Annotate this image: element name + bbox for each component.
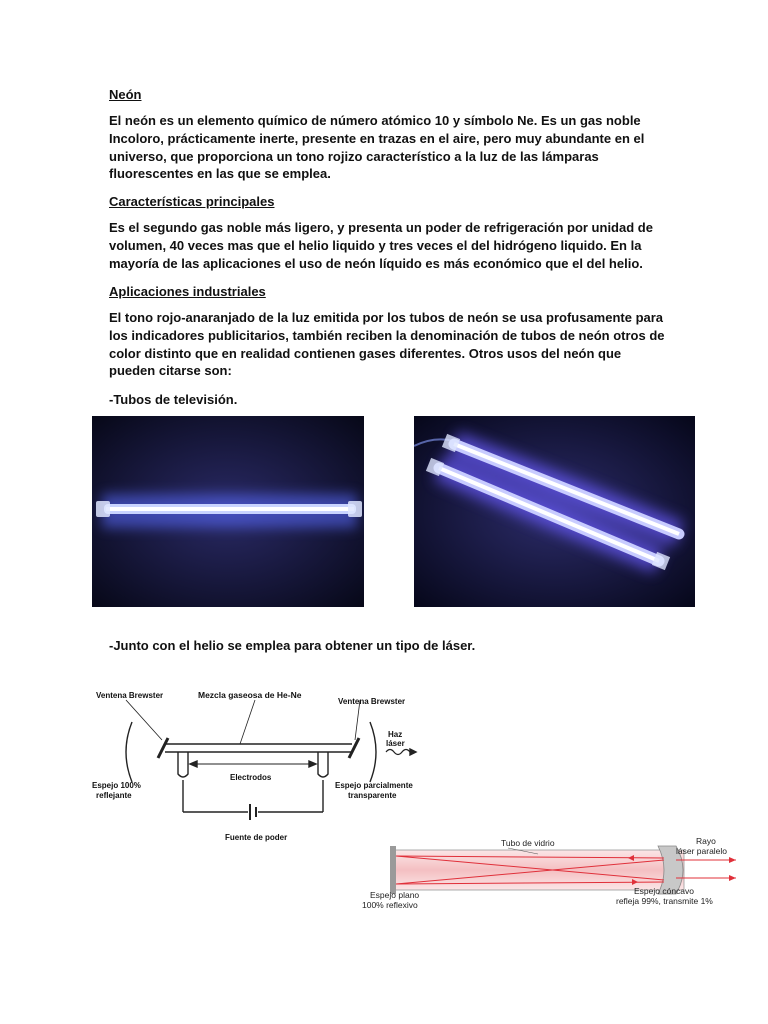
label-concave-1: Espejo cóncavo xyxy=(634,886,695,896)
mirror-left-shape xyxy=(126,722,132,782)
label-gas-mix: Mezcla gaseosa de He-Ne xyxy=(198,690,302,700)
label-power-source: Fuente de poder xyxy=(225,833,288,842)
photo-double-neon-tubes xyxy=(414,416,695,607)
label-mirror-left-1: Espejo 100% xyxy=(92,781,141,790)
label-beam-1: Haz xyxy=(388,730,403,739)
label-flat-mirror-2: 100% reflexivo xyxy=(362,900,418,910)
heading-neon: Neón xyxy=(109,87,142,102)
label-tube: Tubo de vidrio xyxy=(501,838,555,848)
label-ray-1: Rayo xyxy=(696,836,716,846)
paragraph-neon: El neón es un elemento químico de número atómico 10 y símbolo Ne. Es un gas noble Incoloro, prácticamente inerte, presente en trazas en el aire, pero muy abundante en el universo, que proporciona un tono rojizo característico a la luz de las lámparas fluorescentes en las que se emplea. xyxy=(109,113,645,182)
list-item-television: -Tubos de televisión. xyxy=(109,392,238,407)
paragraph-caracteristicas: Es el segundo gas noble más ligero, y presenta un poder de refrigeración por unidad de volumen, 40 veces mas que el helio liquido y tres veces el del hidrógeno liquido. En la mayoría de las aplicaciones el uso de neón líquido es más económico que el del helio. xyxy=(109,220,653,271)
label-flat-mirror-1: Espejo plano xyxy=(370,890,420,900)
heading-caracteristicas: Características principales xyxy=(109,194,275,209)
diagram-he-ne-laser xyxy=(90,682,430,847)
photo-single-neon-tube xyxy=(92,416,364,607)
label-concave-2: refleja 99%, transmite 1% xyxy=(616,896,713,906)
label-ray-2: láser paralelo xyxy=(676,846,728,856)
mirror-right-shape xyxy=(370,722,376,782)
list-item-laser: -Junto con el helio se emplea para obtener un tipo de láser. xyxy=(109,638,476,653)
heading-aplicaciones: Aplicaciones industriales xyxy=(109,284,266,299)
label-mirror-right-2: transparente xyxy=(348,791,397,800)
label-mirror-right-1: Espejo parcialmente xyxy=(335,781,413,790)
label-brewster-right: Ventena Brewster xyxy=(338,697,406,706)
label-electrodes: Electrodos xyxy=(230,773,272,782)
label-mirror-left-2: reflejante xyxy=(96,791,132,800)
label-beam-2: láser xyxy=(386,739,405,748)
diagram-laser-tube xyxy=(358,832,742,914)
label-brewster-left: Ventena Brewster xyxy=(96,691,164,700)
paragraph-aplicaciones: El tono rojo-anaranjado de la luz emitida por los tubos de neón se usa profusamente para los indicadores publicitarios, también reciben la denominación de tubos de neón otros de color distinto que en realidad contienen gases diferentes. Otros usos del neón que pueden citarse son: xyxy=(109,310,665,379)
